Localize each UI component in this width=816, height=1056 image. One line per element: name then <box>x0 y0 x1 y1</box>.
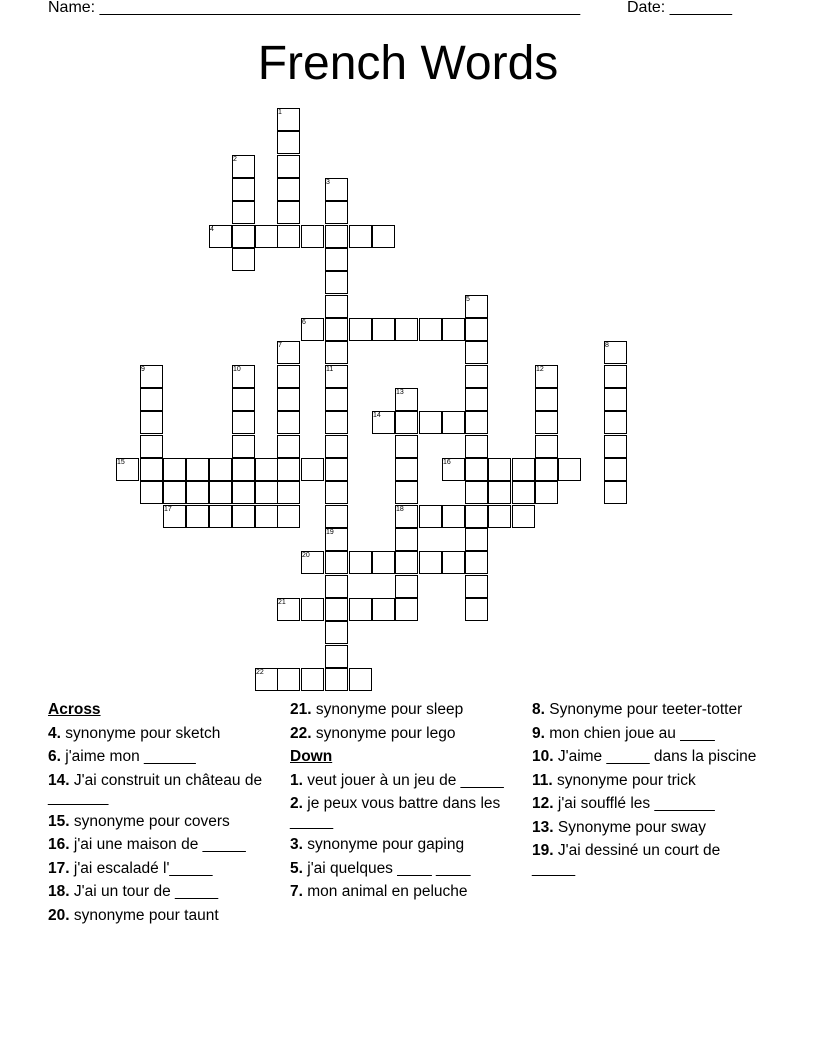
clue-number: 6 <box>302 319 306 326</box>
grid-cell[interactable] <box>535 458 558 481</box>
clue-number: 17 <box>164 506 172 513</box>
grid-cell[interactable] <box>325 575 348 598</box>
grid-cell[interactable] <box>395 528 418 551</box>
grid-cell[interactable] <box>277 131 300 154</box>
grid-cell[interactable] <box>140 411 163 434</box>
clue-text: j'ai une maison de _____ <box>69 836 246 853</box>
clue-item <box>290 836 515 854</box>
clue-label: 9. <box>532 724 545 742</box>
grid-cell[interactable] <box>232 178 255 201</box>
grid-cell[interactable] <box>232 201 255 224</box>
grid-cell[interactable] <box>465 598 488 621</box>
grid-cell[interactable] <box>558 458 581 481</box>
down-heading: Down <box>290 748 333 765</box>
grid-cell[interactable] <box>349 668 372 691</box>
grid-cell[interactable] <box>465 575 488 598</box>
clue-label: 6. <box>48 748 61 765</box>
grid-cell[interactable] <box>395 575 418 598</box>
grid-cell[interactable] <box>349 551 372 574</box>
grid-cell[interactable] <box>232 458 255 481</box>
grid-cell[interactable] <box>419 318 442 341</box>
grid-cell[interactable] <box>488 505 511 528</box>
clue-label: 22. <box>290 724 312 742</box>
clue-number: 11 <box>326 366 334 373</box>
grid-cell[interactable] <box>325 505 348 528</box>
grid-cell[interactable] <box>325 668 348 691</box>
grid-cell[interactable] <box>277 411 300 434</box>
clue-label: 14. <box>48 771 70 789</box>
clue-number: 21 <box>278 599 286 606</box>
clue-text: j'aime mon ______ <box>60 748 196 765</box>
clue-label: 8. <box>532 701 545 718</box>
grid-cell[interactable] <box>209 458 232 481</box>
grid-cell[interactable] <box>277 505 300 528</box>
grid-cell[interactable] <box>442 318 465 341</box>
grid-cell[interactable] <box>535 411 558 434</box>
date-field[interactable]: Date: _______ <box>627 0 732 16</box>
clue-text: synonyme pour sleep <box>311 701 464 718</box>
grid-cell[interactable] <box>535 388 558 411</box>
clue-item <box>532 819 757 837</box>
grid-cell[interactable] <box>255 225 278 248</box>
grid-cell[interactable] <box>535 481 558 504</box>
grid-cell[interactable] <box>277 225 300 248</box>
grid-cell[interactable] <box>442 551 465 574</box>
grid-cell[interactable] <box>232 248 255 271</box>
grid-cell[interactable] <box>325 411 348 434</box>
clue-number: 20 <box>302 552 310 559</box>
grid-cell[interactable] <box>512 481 535 504</box>
clue-item <box>48 860 280 878</box>
grid-cell[interactable] <box>604 435 627 458</box>
grid-cell[interactable] <box>186 481 209 504</box>
clue-item <box>48 813 280 831</box>
grid-cell[interactable] <box>301 458 324 481</box>
grid-cell[interactable] <box>349 225 372 248</box>
grid-cell[interactable] <box>140 388 163 411</box>
clue-number: 22 <box>256 669 264 676</box>
clue-item <box>290 725 515 743</box>
grid-cell[interactable] <box>325 621 348 644</box>
clue-number: 10 <box>233 366 241 373</box>
grid-cell[interactable] <box>604 388 627 411</box>
clue-label: 21. <box>290 701 312 718</box>
grid-cell[interactable] <box>395 551 418 574</box>
clue-number: 5 <box>466 296 470 303</box>
grid-cell[interactable] <box>325 341 348 364</box>
clue-text: synonyme pour lego <box>311 724 456 742</box>
grid-cell[interactable] <box>325 318 348 341</box>
clue-label: 4. <box>48 724 61 742</box>
grid-cell[interactable] <box>255 481 278 504</box>
grid-cell[interactable] <box>232 505 255 528</box>
clue-label: 3. <box>290 836 303 853</box>
grid-cell[interactable] <box>395 411 418 434</box>
clue-number: 7 <box>278 342 282 349</box>
grid-cell[interactable] <box>325 481 348 504</box>
grid-cell[interactable] <box>488 458 511 481</box>
clue-label: 1. <box>290 771 303 789</box>
grid-cell[interactable] <box>465 318 488 341</box>
grid-cell[interactable] <box>372 225 395 248</box>
clue-number: 13 <box>396 389 404 396</box>
grid-cell[interactable] <box>255 458 278 481</box>
clue-number: 19 <box>326 529 334 536</box>
grid-cell[interactable] <box>465 365 488 388</box>
grid-cell[interactable] <box>277 365 300 388</box>
grid-cell[interactable] <box>604 481 627 504</box>
grid-cell[interactable] <box>277 201 300 224</box>
grid-cell[interactable] <box>277 388 300 411</box>
across-heading: Across <box>48 701 101 718</box>
grid-cell[interactable] <box>325 435 348 458</box>
grid-cell[interactable] <box>325 598 348 621</box>
grid-cell[interactable] <box>277 435 300 458</box>
clue-item <box>48 772 280 807</box>
grid-cell[interactable] <box>512 458 535 481</box>
grid-cell[interactable] <box>232 435 255 458</box>
grid-cell[interactable] <box>465 481 488 504</box>
grid-cell[interactable] <box>140 458 163 481</box>
grid-cell[interactable] <box>163 481 186 504</box>
clue-label: 11. <box>532 771 553 789</box>
clue-item <box>532 772 757 790</box>
clue-label: 7. <box>290 883 303 900</box>
clue-text: j'ai escaladé l'_____ <box>69 859 213 877</box>
grid-cell[interactable] <box>301 225 324 248</box>
clues-column-1 <box>48 701 280 930</box>
grid-cell[interactable] <box>255 505 278 528</box>
grid-cell[interactable] <box>186 505 209 528</box>
grid-cell[interactable] <box>140 481 163 504</box>
clue-number: 9 <box>141 366 145 373</box>
grid-cell[interactable] <box>465 528 488 551</box>
grid-cell[interactable] <box>395 598 418 621</box>
clue-text: J'ai un tour de _____ <box>69 883 219 900</box>
clue-item <box>48 748 280 766</box>
clue-text: mon chien joue au ____ <box>544 724 715 742</box>
grid-cell[interactable] <box>325 645 348 668</box>
clue-label: 19. <box>532 842 554 859</box>
grid-cell[interactable] <box>232 411 255 434</box>
clue-text: J'ai construit un château de _______ <box>48 771 263 806</box>
clue-label: 17. <box>48 859 70 877</box>
grid-cell[interactable] <box>442 411 465 434</box>
clue-text: veut jouer à un jeu de _____ <box>302 771 504 789</box>
grid-cell[interactable] <box>140 435 163 458</box>
clue-number: 3 <box>326 179 330 186</box>
grid-cell[interactable] <box>277 178 300 201</box>
clue-item <box>532 795 757 813</box>
grid-cell[interactable] <box>232 388 255 411</box>
clue-item <box>48 725 280 743</box>
grid-cell[interactable] <box>465 341 488 364</box>
grid-cell[interactable] <box>465 551 488 574</box>
clue-text: synonyme pour taunt <box>69 906 219 924</box>
grid-cell[interactable] <box>209 481 232 504</box>
grid-cell[interactable] <box>325 225 348 248</box>
grid-cell[interactable] <box>325 201 348 224</box>
clue-text: synonyme pour trick <box>552 771 696 789</box>
clue-text: Synonyme pour sway <box>553 818 707 836</box>
grid-cell[interactable] <box>419 411 442 434</box>
grid-cell[interactable] <box>419 551 442 574</box>
clue-text: J'ai dessiné un court de _____ <box>532 842 721 877</box>
grid-cell[interactable] <box>277 155 300 178</box>
grid-cell[interactable] <box>372 598 395 621</box>
clue-text: synonyme pour sketch <box>60 724 221 742</box>
clue-text: J'aime _____ dans la piscine <box>553 748 757 765</box>
clue-label: 12. <box>532 795 554 812</box>
clue-item <box>48 883 280 901</box>
grid-cell[interactable] <box>604 458 627 481</box>
clue-number: 15 <box>117 459 125 466</box>
grid-cell[interactable] <box>465 411 488 434</box>
clues-column-3 <box>532 701 757 883</box>
clue-text: synonyme pour covers <box>69 812 230 830</box>
clue-label: 16. <box>48 836 70 853</box>
grid-cell[interactable] <box>186 458 209 481</box>
clue-item <box>532 842 757 877</box>
grid-cell[interactable] <box>301 598 324 621</box>
clue-number: 18 <box>396 506 404 513</box>
grid-cell[interactable] <box>277 481 300 504</box>
grid-cell[interactable] <box>395 435 418 458</box>
clue-item <box>290 701 515 719</box>
grid-cell[interactable] <box>395 458 418 481</box>
grid-cell[interactable] <box>209 505 232 528</box>
clue-label: 15. <box>48 812 70 830</box>
grid-cell[interactable] <box>277 668 300 691</box>
grid-cell[interactable] <box>604 411 627 434</box>
clue-item <box>290 883 515 901</box>
clue-text: mon animal en peluche <box>302 883 468 900</box>
clue-number: 2 <box>233 156 237 163</box>
clues-column-2 <box>290 701 515 907</box>
clue-item <box>48 907 280 925</box>
grid-cell[interactable] <box>372 551 395 574</box>
grid-cell[interactable] <box>465 435 488 458</box>
clue-item <box>532 748 757 766</box>
grid-cell[interactable] <box>325 388 348 411</box>
clue-number: 8 <box>605 342 609 349</box>
page-title: French Words <box>257 37 559 90</box>
grid-cell[interactable] <box>325 271 348 294</box>
grid-cell[interactable] <box>604 365 627 388</box>
grid-cell[interactable] <box>465 458 488 481</box>
grid-cell[interactable] <box>325 551 348 574</box>
grid-cell[interactable] <box>442 505 465 528</box>
clue-number: 12 <box>536 366 544 373</box>
clue-text: Synonyme pour teeter-totter <box>544 701 743 718</box>
clue-number: 16 <box>443 459 451 466</box>
clue-label: 2. <box>290 795 303 812</box>
clue-item <box>532 725 757 743</box>
clues <box>0 701 816 961</box>
clue-text: synonyme pour gaping <box>302 836 465 853</box>
clue-text: j'ai soufflé les _______ <box>553 795 715 812</box>
clue-item <box>290 860 515 878</box>
clue-text: je peux vous battre dans les _____ <box>290 795 501 830</box>
grid-cell[interactable] <box>325 248 348 271</box>
grid-cell[interactable] <box>301 668 324 691</box>
clue-text: j'ai quelques ____ ____ <box>302 859 471 877</box>
grid-cell[interactable] <box>325 295 348 318</box>
grid-cell[interactable] <box>535 435 558 458</box>
clue-item <box>290 772 515 790</box>
clue-item <box>532 701 757 719</box>
grid-cell[interactable] <box>163 458 186 481</box>
clue-label: 10. <box>532 748 554 765</box>
grid-cell[interactable] <box>325 458 348 481</box>
grid-cell[interactable] <box>349 598 372 621</box>
grid-cell[interactable] <box>465 388 488 411</box>
grid-cell[interactable] <box>372 318 395 341</box>
clue-number: 4 <box>210 226 214 233</box>
grid-cell[interactable] <box>419 505 442 528</box>
clue-label: 5. <box>290 859 303 877</box>
grid-cell[interactable] <box>395 318 418 341</box>
clue-item <box>48 836 280 854</box>
name-field[interactable]: Name: ______________________________________________________ <box>48 0 581 16</box>
clue-label: 13. <box>532 818 554 836</box>
clue-label: 20. <box>48 906 70 924</box>
clue-item <box>290 795 515 830</box>
grid-cell[interactable] <box>488 481 511 504</box>
grid-cell[interactable] <box>349 318 372 341</box>
clue-label: 18. <box>48 883 70 900</box>
grid-cell[interactable] <box>232 481 255 504</box>
clue-number: 14 <box>373 412 381 419</box>
clue-number: 1 <box>278 109 282 116</box>
grid-cell[interactable] <box>512 505 535 528</box>
grid-cell[interactable] <box>277 458 300 481</box>
grid-cell[interactable] <box>232 225 255 248</box>
grid-cell[interactable] <box>465 505 488 528</box>
grid-cell[interactable] <box>395 481 418 504</box>
